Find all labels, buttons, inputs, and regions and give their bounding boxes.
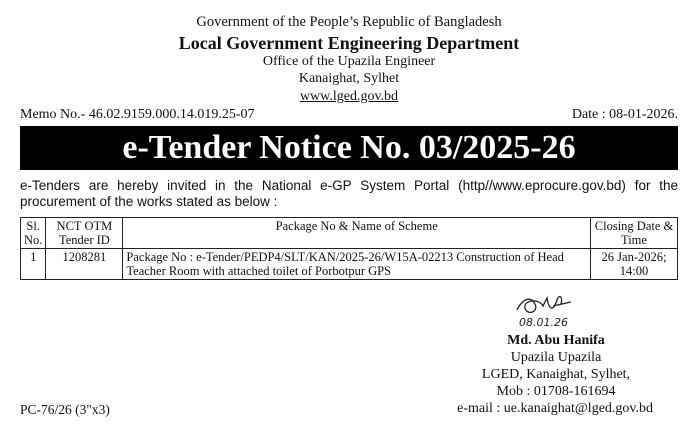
tender-table [20,217,678,280]
header-government: Government of the People’s Republic of Bangladesh [196,14,502,30]
header-office: Office of the Upazila Engineer [262,54,436,69]
header-website-link[interactable]: www.lged.gov.bd [299,89,399,104]
signatory-title: Upazila Upazila [510,350,602,365]
signatory-office: LGED, Kanaighat, Sylhet, [481,367,631,382]
cell-scheme: Package No : e-Tender/PEDP4/SLT/KAN/2025-26/W15A-02213 Construction of Head Teacher Room with attached toilet of Porbotpur GPS [123,249,591,280]
signatory-mobile: Mob : 01708-161694 [496,384,616,399]
cell-closing: 26 Jan-2026; 14:00 [591,249,678,280]
col-header-tender-id: NCT OTM Tender ID [46,218,123,249]
intro-paragraph: e-Tenders are hereby invited in the National e-GP System Portal (http//www.eprocure.gov.bd) for the procurement of the works stated as below : [20,178,678,209]
notice-title-banner: e-Tender Notice No. 03/2025-26 [20,126,678,170]
memo-number: Memo No.- 46.02.9159.000.14.019.25-07 [20,107,255,122]
header-location: Kanaighat, Sylhet [298,71,400,86]
col-header-sl: Sl. No. [21,218,46,249]
table-header-row [21,218,678,249]
cell-sl: 1 [21,249,46,280]
table-row [21,249,678,280]
col-header-closing: Closing Date & Time [591,218,678,249]
notice-date: Date : 08-01-2026. [571,107,678,122]
signatory-name: Md. Abu Hanifa [507,333,605,348]
header-department: Local Government Engineering Department [178,33,520,53]
signature-date: 08.01.26 [519,316,568,329]
cell-tender-id: 1208281 [46,249,123,280]
pc-reference: PC-76/26 (3"x3) [20,402,110,417]
signatory-email-link[interactable]: e-mail : ue.kanaighat@lged.gov.bd [457,401,653,416]
signature-scrawl [513,292,585,332]
col-header-scheme: Package No & Name of Scheme [123,218,591,249]
